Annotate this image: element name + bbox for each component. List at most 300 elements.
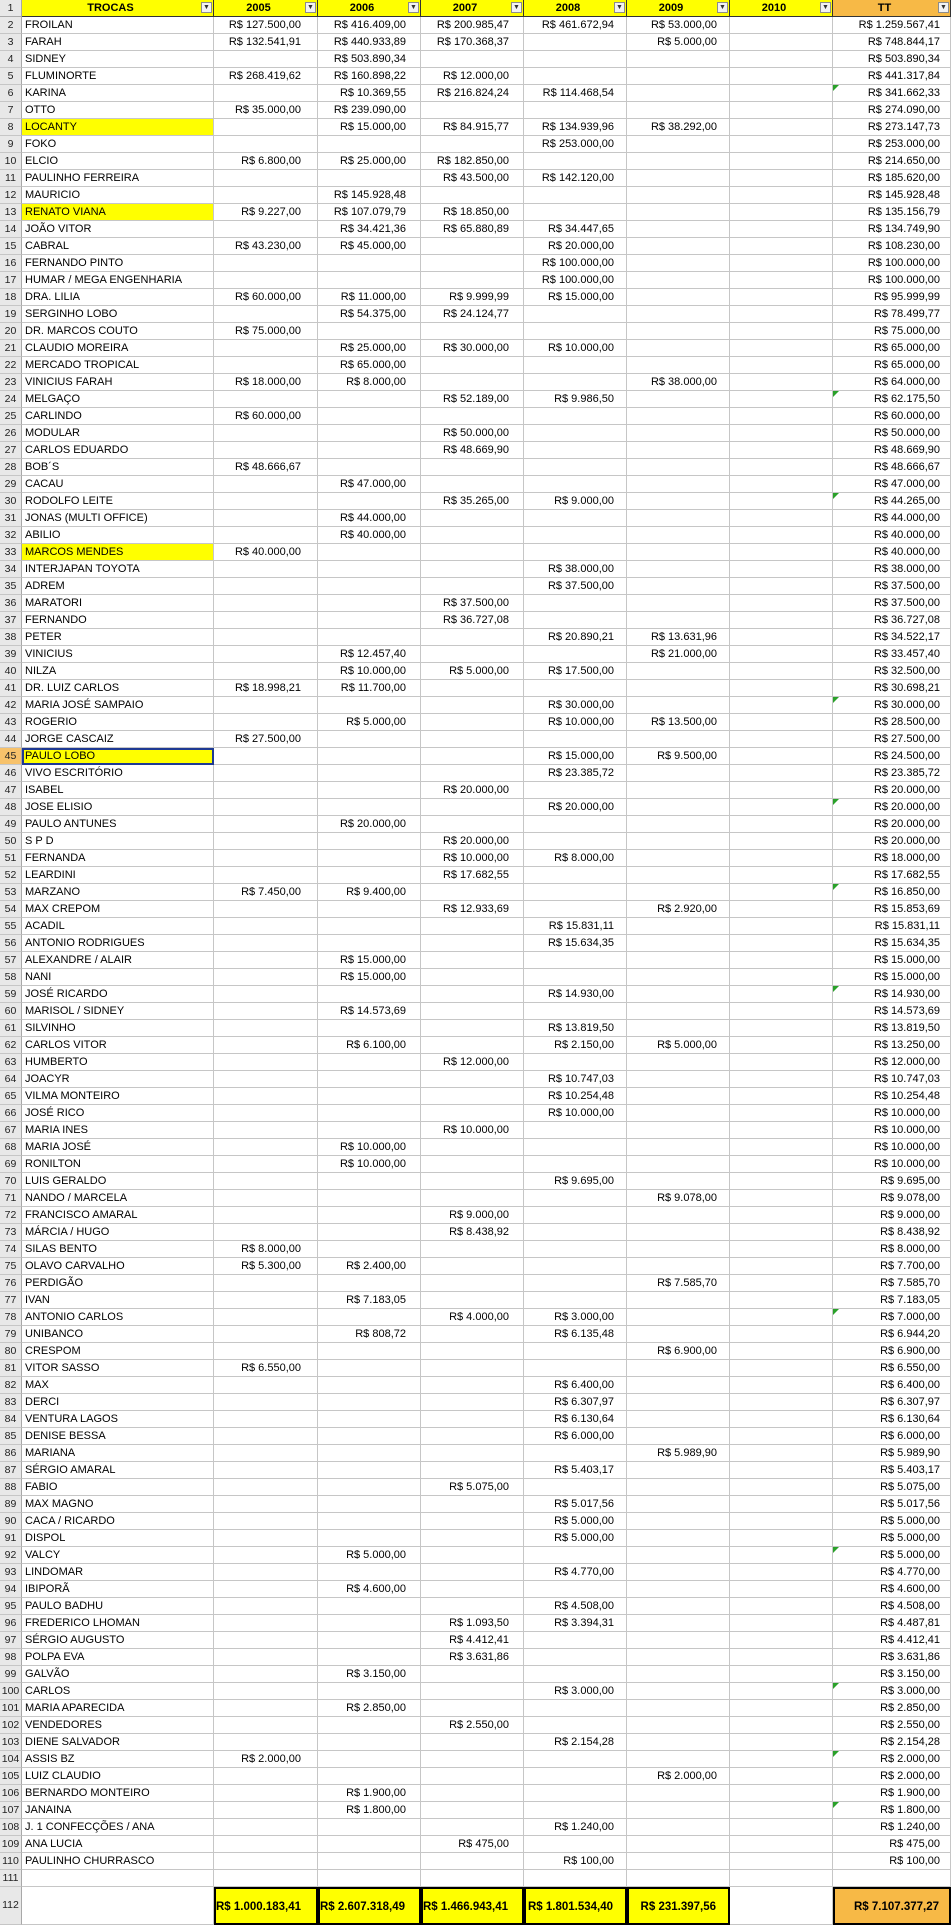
row-header[interactable]: 21	[0, 340, 22, 357]
cell-2009[interactable]	[627, 1734, 730, 1751]
cell-2008[interactable]	[524, 153, 627, 170]
cell-2007[interactable]	[421, 374, 524, 391]
cell-2006[interactable]	[318, 68, 421, 85]
cell-tt[interactable]	[833, 1343, 951, 1360]
cell-2007[interactable]	[421, 510, 524, 527]
cell-2010[interactable]	[730, 391, 833, 408]
row-header[interactable]: 109	[0, 1836, 22, 1853]
cell-2005[interactable]	[214, 1802, 318, 1819]
cell-2009[interactable]	[627, 1836, 730, 1853]
cell-2008[interactable]	[524, 1394, 627, 1411]
cell-2006[interactable]	[318, 408, 421, 425]
cell-tt[interactable]	[833, 85, 951, 102]
cell-2009[interactable]	[627, 663, 730, 680]
row-header[interactable]: 88	[0, 1479, 22, 1496]
cell-2005[interactable]	[214, 1717, 318, 1734]
cell-2006[interactable]	[318, 1649, 421, 1666]
cell-2009[interactable]	[627, 272, 730, 289]
cell-2010[interactable]	[730, 1598, 833, 1615]
row-header[interactable]: 59	[0, 986, 22, 1003]
cell-2007[interactable]	[421, 1071, 524, 1088]
cell-2009[interactable]	[627, 1003, 730, 1020]
name-cell[interactable]	[22, 1853, 214, 1870]
cell-tt[interactable]	[833, 493, 951, 510]
cell-tt[interactable]	[833, 1717, 951, 1734]
cell-2009[interactable]	[627, 1190, 730, 1207]
cell-2009[interactable]	[627, 170, 730, 187]
cell-2010[interactable]	[730, 1037, 833, 1054]
cell-tt[interactable]	[833, 1122, 951, 1139]
cell-2006[interactable]	[318, 1190, 421, 1207]
cell-2010[interactable]	[730, 1615, 833, 1632]
row-header[interactable]: 23	[0, 374, 22, 391]
name-cell[interactable]	[22, 612, 214, 629]
cell-2010[interactable]	[730, 119, 833, 136]
cell-2006[interactable]	[318, 1445, 421, 1462]
cell-2005[interactable]	[214, 204, 318, 221]
row-header[interactable]: 96	[0, 1615, 22, 1632]
cell-tt[interactable]	[833, 476, 951, 493]
cell-2008[interactable]	[524, 68, 627, 85]
cell-2010[interactable]	[730, 493, 833, 510]
cell-2010[interactable]	[730, 1734, 833, 1751]
row-header[interactable]: 29	[0, 476, 22, 493]
cell-2006[interactable]	[318, 1105, 421, 1122]
cell-2010[interactable]	[730, 833, 833, 850]
cell-2005[interactable]	[214, 374, 318, 391]
cell-2009[interactable]	[627, 1768, 730, 1785]
cell-2008[interactable]	[524, 714, 627, 731]
cell-2005[interactable]	[214, 1683, 318, 1700]
cell-2006[interactable]	[318, 1173, 421, 1190]
name-cell[interactable]	[22, 1411, 214, 1428]
row-header[interactable]: 5	[0, 68, 22, 85]
cell-2009[interactable]	[627, 374, 730, 391]
filter-dropdown-icon[interactable]: ▼	[305, 2, 316, 13]
cell-2005[interactable]	[214, 1785, 318, 1802]
cell-2008[interactable]	[524, 646, 627, 663]
cell-2006[interactable]	[318, 1751, 421, 1768]
cell-2008[interactable]	[524, 1088, 627, 1105]
cell-tt[interactable]	[833, 1258, 951, 1275]
row-header[interactable]: 62	[0, 1037, 22, 1054]
cell-2007[interactable]	[421, 1785, 524, 1802]
cell-tt[interactable]	[833, 952, 951, 969]
cell-2007[interactable]	[421, 799, 524, 816]
cell-2008[interactable]	[524, 1292, 627, 1309]
cell-2010[interactable]	[730, 714, 833, 731]
total-2009[interactable]: R$ 231.397,56	[627, 1887, 730, 1925]
cell-2009[interactable]	[627, 935, 730, 952]
cell-2006[interactable]	[318, 238, 421, 255]
cell-2008[interactable]	[524, 85, 627, 102]
cell-2008[interactable]	[524, 289, 627, 306]
cell-2006[interactable]	[318, 1224, 421, 1241]
cell-2010[interactable]	[730, 782, 833, 799]
name-cell[interactable]	[22, 408, 214, 425]
cell-2008[interactable]	[524, 17, 627, 34]
cell-2009[interactable]	[627, 765, 730, 782]
cell-2008[interactable]	[524, 1054, 627, 1071]
cell-tt[interactable]	[833, 867, 951, 884]
name-cell[interactable]	[22, 1105, 214, 1122]
cell-2006[interactable]	[318, 1071, 421, 1088]
name-cell[interactable]	[22, 1190, 214, 1207]
cell-2008[interactable]	[524, 850, 627, 867]
cell-2005[interactable]	[214, 1547, 318, 1564]
cell-2010[interactable]	[730, 221, 833, 238]
cell-2010[interactable]	[730, 68, 833, 85]
name-cell[interactable]	[22, 102, 214, 119]
row-header[interactable]: 6	[0, 85, 22, 102]
cell-2009[interactable]	[627, 442, 730, 459]
cell-2008[interactable]	[524, 340, 627, 357]
cell-2008[interactable]	[524, 1071, 627, 1088]
cell-2010[interactable]	[730, 1683, 833, 1700]
cell-2009[interactable]	[627, 833, 730, 850]
cell-2005[interactable]	[214, 51, 318, 68]
row-header[interactable]: 72	[0, 1207, 22, 1224]
cell-2006[interactable]	[318, 986, 421, 1003]
cell-2006[interactable]	[318, 765, 421, 782]
cell-tt[interactable]	[833, 1088, 951, 1105]
name-cell[interactable]	[22, 306, 214, 323]
cell-2008[interactable]	[524, 34, 627, 51]
cell-2005[interactable]	[214, 102, 318, 119]
cell-2007[interactable]	[421, 1207, 524, 1224]
cell-tt[interactable]	[833, 527, 951, 544]
cell-tt[interactable]	[833, 1632, 951, 1649]
cell-2008[interactable]	[524, 357, 627, 374]
row-header[interactable]: 74	[0, 1241, 22, 1258]
cell-2008[interactable]	[524, 1530, 627, 1547]
cell-2007[interactable]	[421, 833, 524, 850]
cell-tt[interactable]	[833, 34, 951, 51]
cell-2007[interactable]	[421, 1530, 524, 1547]
cell-2008[interactable]	[524, 1581, 627, 1598]
cell-2009[interactable]	[627, 1870, 730, 1887]
cell-2006[interactable]	[318, 476, 421, 493]
cell-2006[interactable]	[318, 1377, 421, 1394]
cell-tt[interactable]	[833, 1615, 951, 1632]
cell-2005[interactable]	[214, 476, 318, 493]
cell-2006[interactable]	[318, 782, 421, 799]
row-header[interactable]: 76	[0, 1275, 22, 1292]
cell-2009[interactable]	[627, 595, 730, 612]
cell-2010[interactable]	[730, 1088, 833, 1105]
cell-2008[interactable]	[524, 1326, 627, 1343]
cell-2009[interactable]	[627, 816, 730, 833]
cell-2010[interactable]	[730, 1479, 833, 1496]
cell-2009[interactable]	[627, 986, 730, 1003]
cell-2010[interactable]	[730, 357, 833, 374]
cell-2005[interactable]	[214, 561, 318, 578]
cell-2008[interactable]	[524, 306, 627, 323]
cell-2009[interactable]	[627, 1751, 730, 1768]
cell-2007[interactable]	[421, 493, 524, 510]
cell-2006[interactable]	[318, 544, 421, 561]
cell-2009[interactable]	[627, 255, 730, 272]
cell-2010[interactable]	[730, 1309, 833, 1326]
cell-2005[interactable]	[214, 187, 318, 204]
cell-2005[interactable]	[214, 867, 318, 884]
cell-2007[interactable]	[421, 1105, 524, 1122]
cell-tt[interactable]	[833, 1445, 951, 1462]
cell-2006[interactable]	[318, 85, 421, 102]
name-cell[interactable]	[22, 17, 214, 34]
cell-2007[interactable]	[421, 850, 524, 867]
row-header[interactable]: 3	[0, 34, 22, 51]
cell-2007[interactable]	[421, 153, 524, 170]
cell-2008[interactable]	[524, 1003, 627, 1020]
cell-2010[interactable]	[730, 561, 833, 578]
row-header[interactable]: 20	[0, 323, 22, 340]
cell-2006[interactable]	[318, 510, 421, 527]
cell-2008[interactable]	[524, 221, 627, 238]
filter-dropdown-icon[interactable]: ▼	[938, 2, 949, 13]
cell-2009[interactable]	[627, 204, 730, 221]
name-cell[interactable]	[22, 170, 214, 187]
cell-tt[interactable]	[833, 1173, 951, 1190]
cell-2009[interactable]	[627, 425, 730, 442]
cell-2006[interactable]	[318, 1394, 421, 1411]
cell-2006[interactable]	[318, 357, 421, 374]
cell-2005[interactable]	[214, 1139, 318, 1156]
cell-tt[interactable]	[833, 612, 951, 629]
cell-tt[interactable]	[833, 578, 951, 595]
cell-2010[interactable]	[730, 1802, 833, 1819]
cell-tt[interactable]	[833, 408, 951, 425]
column-header-trocas[interactable]: TROCAS ▼	[22, 0, 214, 17]
cell-2010[interactable]	[730, 1411, 833, 1428]
cell-2010[interactable]	[730, 1020, 833, 1037]
cell-2005[interactable]	[214, 1122, 318, 1139]
row-header[interactable]: 12	[0, 187, 22, 204]
cell-2006[interactable]	[318, 935, 421, 952]
cell-tt[interactable]	[833, 1394, 951, 1411]
cell-2009[interactable]	[627, 1122, 730, 1139]
row-header[interactable]: 10	[0, 153, 22, 170]
name-cell[interactable]	[22, 1734, 214, 1751]
name-cell[interactable]	[22, 799, 214, 816]
cell-2008[interactable]	[524, 510, 627, 527]
row-header[interactable]: 84	[0, 1411, 22, 1428]
row-header[interactable]: 17	[0, 272, 22, 289]
cell-tt[interactable]	[833, 697, 951, 714]
cell-2007[interactable]	[421, 306, 524, 323]
cell-2010[interactable]	[730, 510, 833, 527]
cell-2005[interactable]	[214, 1292, 318, 1309]
cell-2010[interactable]	[730, 1836, 833, 1853]
cell-2006[interactable]	[318, 1632, 421, 1649]
cell-2007[interactable]	[421, 1020, 524, 1037]
cell-tt[interactable]	[833, 1377, 951, 1394]
cell-tt[interactable]	[833, 544, 951, 561]
cell-2007[interactable]	[421, 391, 524, 408]
cell-2007[interactable]	[421, 986, 524, 1003]
row-header[interactable]: 11	[0, 170, 22, 187]
cell-2010[interactable]	[730, 1156, 833, 1173]
row-header[interactable]: 79	[0, 1326, 22, 1343]
name-cell[interactable]	[22, 459, 214, 476]
cell-tt[interactable]	[833, 731, 951, 748]
cell-2007[interactable]	[421, 1003, 524, 1020]
cell-2006[interactable]	[318, 306, 421, 323]
cell-2009[interactable]	[627, 544, 730, 561]
cell-2008[interactable]	[524, 1785, 627, 1802]
row-header[interactable]: 16	[0, 255, 22, 272]
cell-2009[interactable]	[627, 1853, 730, 1870]
cell-2006[interactable]	[318, 918, 421, 935]
cell-2005[interactable]	[214, 1173, 318, 1190]
cell-2008[interactable]	[524, 272, 627, 289]
cell-2009[interactable]	[627, 952, 730, 969]
row-header[interactable]: 58	[0, 969, 22, 986]
cell-tt[interactable]	[833, 459, 951, 476]
cell-tt[interactable]	[833, 1071, 951, 1088]
cell-tt[interactable]	[833, 1666, 951, 1683]
cell-2008[interactable]	[524, 578, 627, 595]
filter-dropdown-icon[interactable]: ▼	[408, 2, 419, 13]
cell-2010[interactable]	[730, 102, 833, 119]
cell-2009[interactable]	[627, 1411, 730, 1428]
cell-2007[interactable]	[421, 1343, 524, 1360]
cell-2005[interactable]	[214, 986, 318, 1003]
cell-2009[interactable]	[627, 629, 730, 646]
cell-2009[interactable]	[627, 697, 730, 714]
cell-tt[interactable]	[833, 357, 951, 374]
cell-2008[interactable]	[524, 680, 627, 697]
cell-2010[interactable]	[730, 459, 833, 476]
row-header[interactable]: 81	[0, 1360, 22, 1377]
row-header[interactable]: 8	[0, 119, 22, 136]
cell-2007[interactable]	[421, 476, 524, 493]
row-header[interactable]: 50	[0, 833, 22, 850]
cell-2007[interactable]	[421, 1445, 524, 1462]
cell-2008[interactable]	[524, 1377, 627, 1394]
cell-2007[interactable]	[421, 1292, 524, 1309]
cell-2005[interactable]	[214, 289, 318, 306]
cell-2009[interactable]	[627, 748, 730, 765]
name-cell[interactable]	[22, 952, 214, 969]
name-cell[interactable]	[22, 1224, 214, 1241]
name-cell[interactable]	[22, 544, 214, 561]
cell-2008[interactable]	[524, 1037, 627, 1054]
cell-2006[interactable]	[318, 1037, 421, 1054]
cell-2010[interactable]	[730, 901, 833, 918]
cell-2005[interactable]	[214, 595, 318, 612]
cell-2010[interactable]	[730, 340, 833, 357]
cell-2006[interactable]	[318, 323, 421, 340]
cell-2007[interactable]	[421, 289, 524, 306]
cell-2009[interactable]	[627, 799, 730, 816]
cell-2005[interactable]	[214, 1751, 318, 1768]
cell-2007[interactable]	[421, 1598, 524, 1615]
cell-2010[interactable]	[730, 255, 833, 272]
cell-tt[interactable]	[833, 1581, 951, 1598]
cell-2008[interactable]	[524, 374, 627, 391]
cell-tt[interactable]	[833, 1598, 951, 1615]
row-header[interactable]: 56	[0, 935, 22, 952]
cell-2007[interactable]	[421, 238, 524, 255]
cell-2007[interactable]	[421, 952, 524, 969]
cell-2007[interactable]	[421, 1700, 524, 1717]
cell-2005[interactable]	[214, 578, 318, 595]
cell-2006[interactable]	[318, 646, 421, 663]
cell-2007[interactable]	[421, 969, 524, 986]
name-cell[interactable]	[22, 1343, 214, 1360]
cell-2007[interactable]	[421, 748, 524, 765]
name-cell[interactable]	[22, 1003, 214, 1020]
cell-2008[interactable]	[524, 1513, 627, 1530]
cell-2009[interactable]	[627, 136, 730, 153]
cell-2010[interactable]	[730, 1700, 833, 1717]
cell-2005[interactable]	[214, 17, 318, 34]
row-header[interactable]: 1	[0, 0, 22, 17]
cell-2006[interactable]	[318, 1870, 421, 1887]
cell-tt[interactable]	[833, 663, 951, 680]
cell-2007[interactable]	[421, 408, 524, 425]
cell-tt[interactable]	[833, 1785, 951, 1802]
cell-2009[interactable]	[627, 1037, 730, 1054]
cell-tt[interactable]	[833, 1751, 951, 1768]
cell-2008[interactable]	[524, 1207, 627, 1224]
row-header[interactable]: 47	[0, 782, 22, 799]
cell-tt[interactable]	[833, 1054, 951, 1071]
cell-2009[interactable]	[627, 1615, 730, 1632]
cell-2009[interactable]	[627, 153, 730, 170]
cell-2010[interactable]	[730, 34, 833, 51]
cell-2005[interactable]	[214, 459, 318, 476]
cell-2010[interactable]	[730, 1632, 833, 1649]
cell-2006[interactable]	[318, 1003, 421, 1020]
cell-2007[interactable]	[421, 221, 524, 238]
name-cell[interactable]	[22, 765, 214, 782]
cell-2006[interactable]	[318, 1802, 421, 1819]
name-cell[interactable]	[22, 561, 214, 578]
name-cell[interactable]	[22, 986, 214, 1003]
cell-2007[interactable]	[421, 544, 524, 561]
cell-2007[interactable]	[421, 170, 524, 187]
cell-2010[interactable]	[730, 1105, 833, 1122]
cell-2010[interactable]	[730, 680, 833, 697]
name-cell[interactable]	[22, 697, 214, 714]
cell-2005[interactable]	[214, 884, 318, 901]
cell-2005[interactable]	[214, 306, 318, 323]
cell-2005[interactable]	[214, 34, 318, 51]
cell-2006[interactable]	[318, 799, 421, 816]
name-cell[interactable]	[22, 1275, 214, 1292]
cell-2007[interactable]	[421, 34, 524, 51]
cell-2005[interactable]	[214, 391, 318, 408]
cell-2007[interactable]	[421, 17, 524, 34]
cell-2008[interactable]	[524, 1309, 627, 1326]
cell-2005[interactable]	[214, 340, 318, 357]
cell-2006[interactable]	[318, 1207, 421, 1224]
column-header-2006[interactable]: 2006 ▼	[318, 0, 421, 17]
error-indicator-icon[interactable]	[833, 493, 839, 499]
cell-2009[interactable]	[627, 408, 730, 425]
name-cell[interactable]	[22, 1496, 214, 1513]
cell-2010[interactable]	[730, 136, 833, 153]
cell-2005[interactable]	[214, 1258, 318, 1275]
cell-2009[interactable]	[627, 289, 730, 306]
cell-2010[interactable]	[730, 884, 833, 901]
cell-2010[interactable]	[730, 765, 833, 782]
cell-2008[interactable]	[524, 1853, 627, 1870]
cell-2010[interactable]	[730, 1360, 833, 1377]
cell-2005[interactable]	[214, 714, 318, 731]
